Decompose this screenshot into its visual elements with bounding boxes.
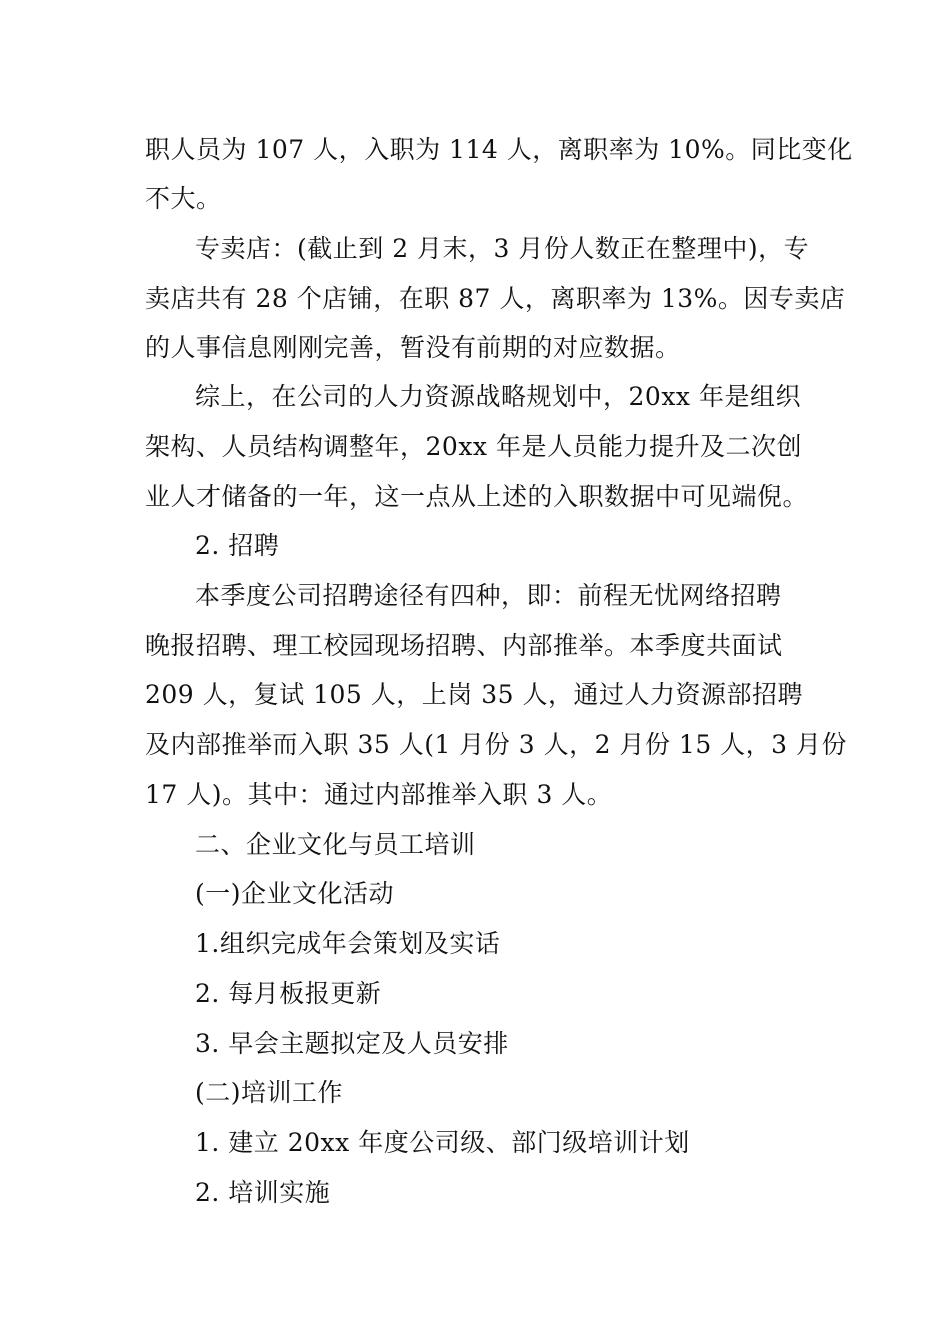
text-line: 17 人)。其中：通过内部推举入职 3 人。 bbox=[145, 780, 613, 809]
subsection-heading: (二)培训工作 bbox=[195, 1078, 344, 1107]
list-item: 3. 早会主题拟定及人员安排 bbox=[195, 1029, 509, 1058]
text-line: 卖店共有 28 个店铺，在职 87 人，离职率为 13%。因专卖店 bbox=[145, 284, 846, 313]
section-heading: 2. 招聘 bbox=[195, 531, 280, 560]
text-line: 架构、人员结构调整年，20xx 年是人员能力提升及二次创 bbox=[145, 432, 802, 461]
text-line: 业人才储备的一年，这一点从上述的入职数据中可见端倪。 bbox=[145, 482, 809, 511]
text-line: 晚报招聘、理工校园现场招聘、内部推举。本季度共面试 bbox=[145, 631, 783, 660]
subsection-heading: (一)企业文化活动 bbox=[195, 879, 395, 908]
text-line: 专卖店：(截止到 2 月末，3 月份人数正在整理中)，专 bbox=[195, 234, 810, 263]
text-line: 209 人，复试 105 人，上岗 35 人，通过人力资源部招聘 bbox=[145, 680, 803, 709]
list-item: 1. 建立 20xx 年度公司级、部门级培训计划 bbox=[195, 1128, 690, 1157]
list-item: 1.组织完成年会策划及实话 bbox=[195, 929, 501, 958]
text-line: 职人员为 107 人，入职为 114 人，离职率为 10%。同比变化 bbox=[145, 135, 853, 164]
text-line: 本季度公司招聘途径有四种，即：前程无忧网络招聘 bbox=[195, 581, 782, 610]
text-line: 不大。 bbox=[145, 184, 222, 213]
list-item: 2. 每月板报更新 bbox=[195, 979, 382, 1008]
text-line: 的人事信息刚刚完善，暂没有前期的对应数据。 bbox=[145, 333, 681, 362]
text-line: 综上，在公司的人力资源战略规划中，20xx 年是组织 bbox=[195, 382, 801, 411]
list-item: 2. 培训实施 bbox=[195, 1178, 331, 1207]
text-line: 及内部推举而入职 35 人(1 月份 3 人，2 月份 15 人，3 月份 bbox=[145, 730, 848, 759]
section-heading: 二、企业文化与员工培训 bbox=[195, 830, 476, 859]
